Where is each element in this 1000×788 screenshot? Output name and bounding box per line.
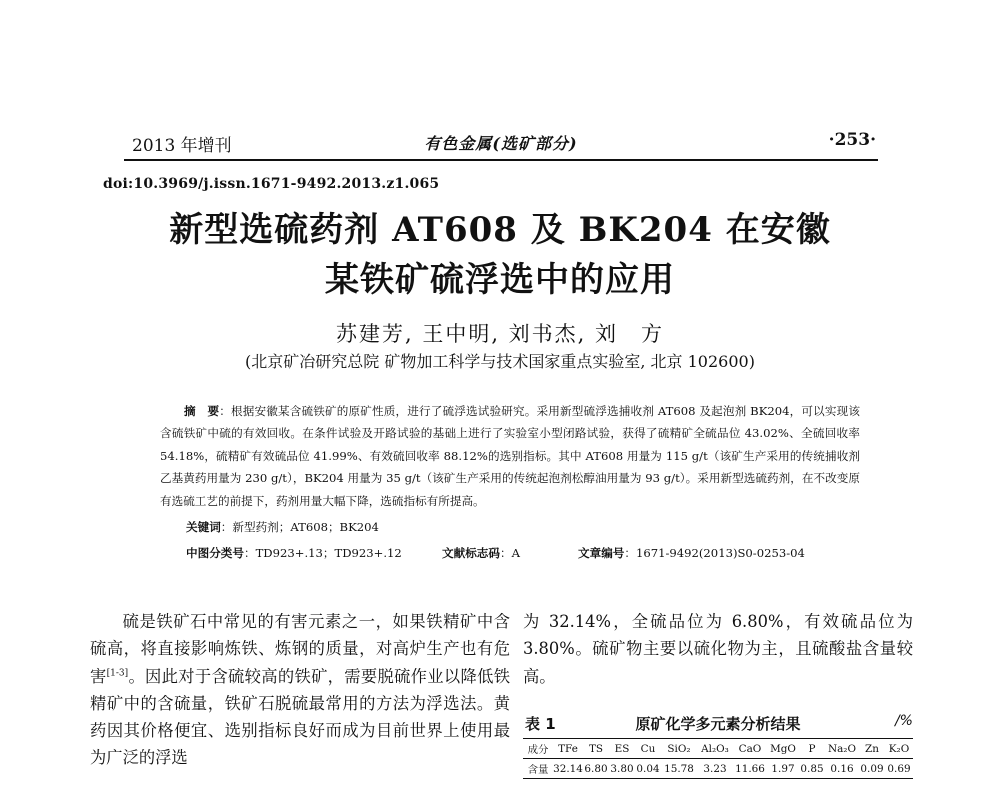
table-cell: 15.78 <box>661 759 697 779</box>
doc-code <box>442 545 520 561</box>
table-header-cell: TFe <box>553 739 583 759</box>
table-title: 原矿化学多元素分析结果 <box>635 715 801 733</box>
table-cell: 6.80 <box>583 759 609 779</box>
article-title-line-2: 某铁矿硫浮选中的应用 <box>325 260 675 300</box>
article-number <box>578 545 805 561</box>
body-paragraph: 为 32.14%，全硫品位为 6.80%，有效硫品位为 3.80%。硫矿物主要以硫化物为主，且硫酸盐含量较高。 <box>523 612 913 686</box>
table-header-cell: TS <box>583 739 609 759</box>
keywords-label: 关键词 <box>186 520 221 534</box>
classification-line <box>186 545 866 561</box>
abstract-label: 摘 要 <box>184 404 220 418</box>
table-cell: 含量 <box>523 759 553 779</box>
table-cell: 0.09 <box>859 759 885 779</box>
abstract-text: ：根据安徽某含硫铁矿的原矿性质，进行了硫浮选试验研究。采用新型硫浮选捕收剂 AT608 及起泡剂 BK204，可以实现该含硫铁矿中硫的有效回收。在条件试验及开路试验的基础上进行了实验室小型闭路试验，获得了硫精矿全硫品位 43.02%、全硫回收率 54.18%，硫精矿有效硫品位 41.99%、有效硫回收率 88.12%的选别指标。其中 AT608 用量为 115 g/t（该矿生产采用的传统捕收剂乙基黄药用量为 230 g/t），BK204 用量为 35 g/t（该矿生产采用的传统起泡剂松醇油用量为 93 g/t）。采用新型选硫药剂，在不改变原有选硫工艺的前提下，药剂用量大幅下降，选硫指标有所提高。 <box>160 404 860 508</box>
abstract <box>160 400 860 512</box>
table-header-cell: Al₂O₃ <box>697 739 733 759</box>
table-header-cell: Na₂O <box>825 739 859 759</box>
table-header-cell: MgO <box>767 739 799 759</box>
page-number: ·253· <box>828 130 876 150</box>
table-header-cell: SiO₂ <box>661 739 697 759</box>
clc-label: 中图分类号 <box>186 546 244 560</box>
article-title-line-1: 新型选硫药剂 AT608 及 BK204 在安徽 <box>169 210 831 250</box>
authors: 苏建芳, 王中明, 刘书杰, 刘 方 <box>335 322 665 346</box>
table-header-cell: P <box>799 739 825 759</box>
table-header-cell: 成分 <box>523 739 553 759</box>
doi: doi:10.3969/j.issn.1671-9492.2013.z1.065 <box>103 176 440 192</box>
body-paragraph <box>90 608 510 772</box>
table-unit: /% <box>894 713 913 729</box>
chemical-analysis-table <box>523 738 913 779</box>
table-cell: 11.66 <box>733 759 767 779</box>
table-header-row <box>523 739 913 759</box>
table-cell: 32.14 <box>553 759 583 779</box>
keywords <box>186 519 379 535</box>
table-caption <box>523 713 913 737</box>
table-cell: 3.80 <box>609 759 635 779</box>
table-cell: 0.04 <box>635 759 661 779</box>
affiliation: (北京矿冶研究总院 矿物加工科学与技术国家重点实验室, 北京 102600) <box>245 352 755 371</box>
body-text: 。因此对于含硫较高的铁矿，需要脱硫作业以降低铁精矿中的含硫量，铁矿石脱硫最常用的方法为浮选法。黄药因其价格便宜、选别指标良好而成为目前世界上使用最为广泛的浮选 <box>90 666 510 768</box>
keywords-text: ：新型药剂；AT608；BK204 <box>220 520 379 534</box>
clc <box>186 546 402 560</box>
table-cell: 3.23 <box>697 759 733 779</box>
table-row <box>523 759 913 779</box>
journal-issue: 2013 年增刊 <box>132 136 232 156</box>
table-cell: 0.16 <box>825 759 859 779</box>
table-cell: 0.69 <box>885 759 913 779</box>
body-text: 硫是铁矿石中常见的有害元素之一，如果铁精矿中含硫高，将直接影响炼铁、炼钢的质量，对高炉生产也有危害 <box>90 612 510 686</box>
doc-code-label: 文献标志码 <box>442 546 500 560</box>
table-header-cell: ES <box>609 739 635 759</box>
clc-value: ：TD923+.13；TD923+.12 <box>243 546 402 560</box>
body-column-right <box>523 608 913 690</box>
table-header-cell: Cu <box>635 739 661 759</box>
table-number: 表 1 <box>525 715 556 733</box>
journal-name: 有色金属(选矿部分) <box>424 134 578 153</box>
table-header-cell: K₂O <box>885 739 913 759</box>
table-header-cell: Zn <box>859 739 885 759</box>
article-number-label: 文章编号 <box>578 546 625 560</box>
doc-code-value: ：A <box>499 546 520 560</box>
citation: [1-3] <box>106 668 129 679</box>
running-header <box>124 125 878 161</box>
table-header-cell: CaO <box>733 739 767 759</box>
body-column-left <box>90 608 510 772</box>
table-cell: 1.97 <box>767 759 799 779</box>
article-number-value: ：1671-9492(2013)S0-0253-04 <box>624 546 805 560</box>
table-cell: 0.85 <box>799 759 825 779</box>
